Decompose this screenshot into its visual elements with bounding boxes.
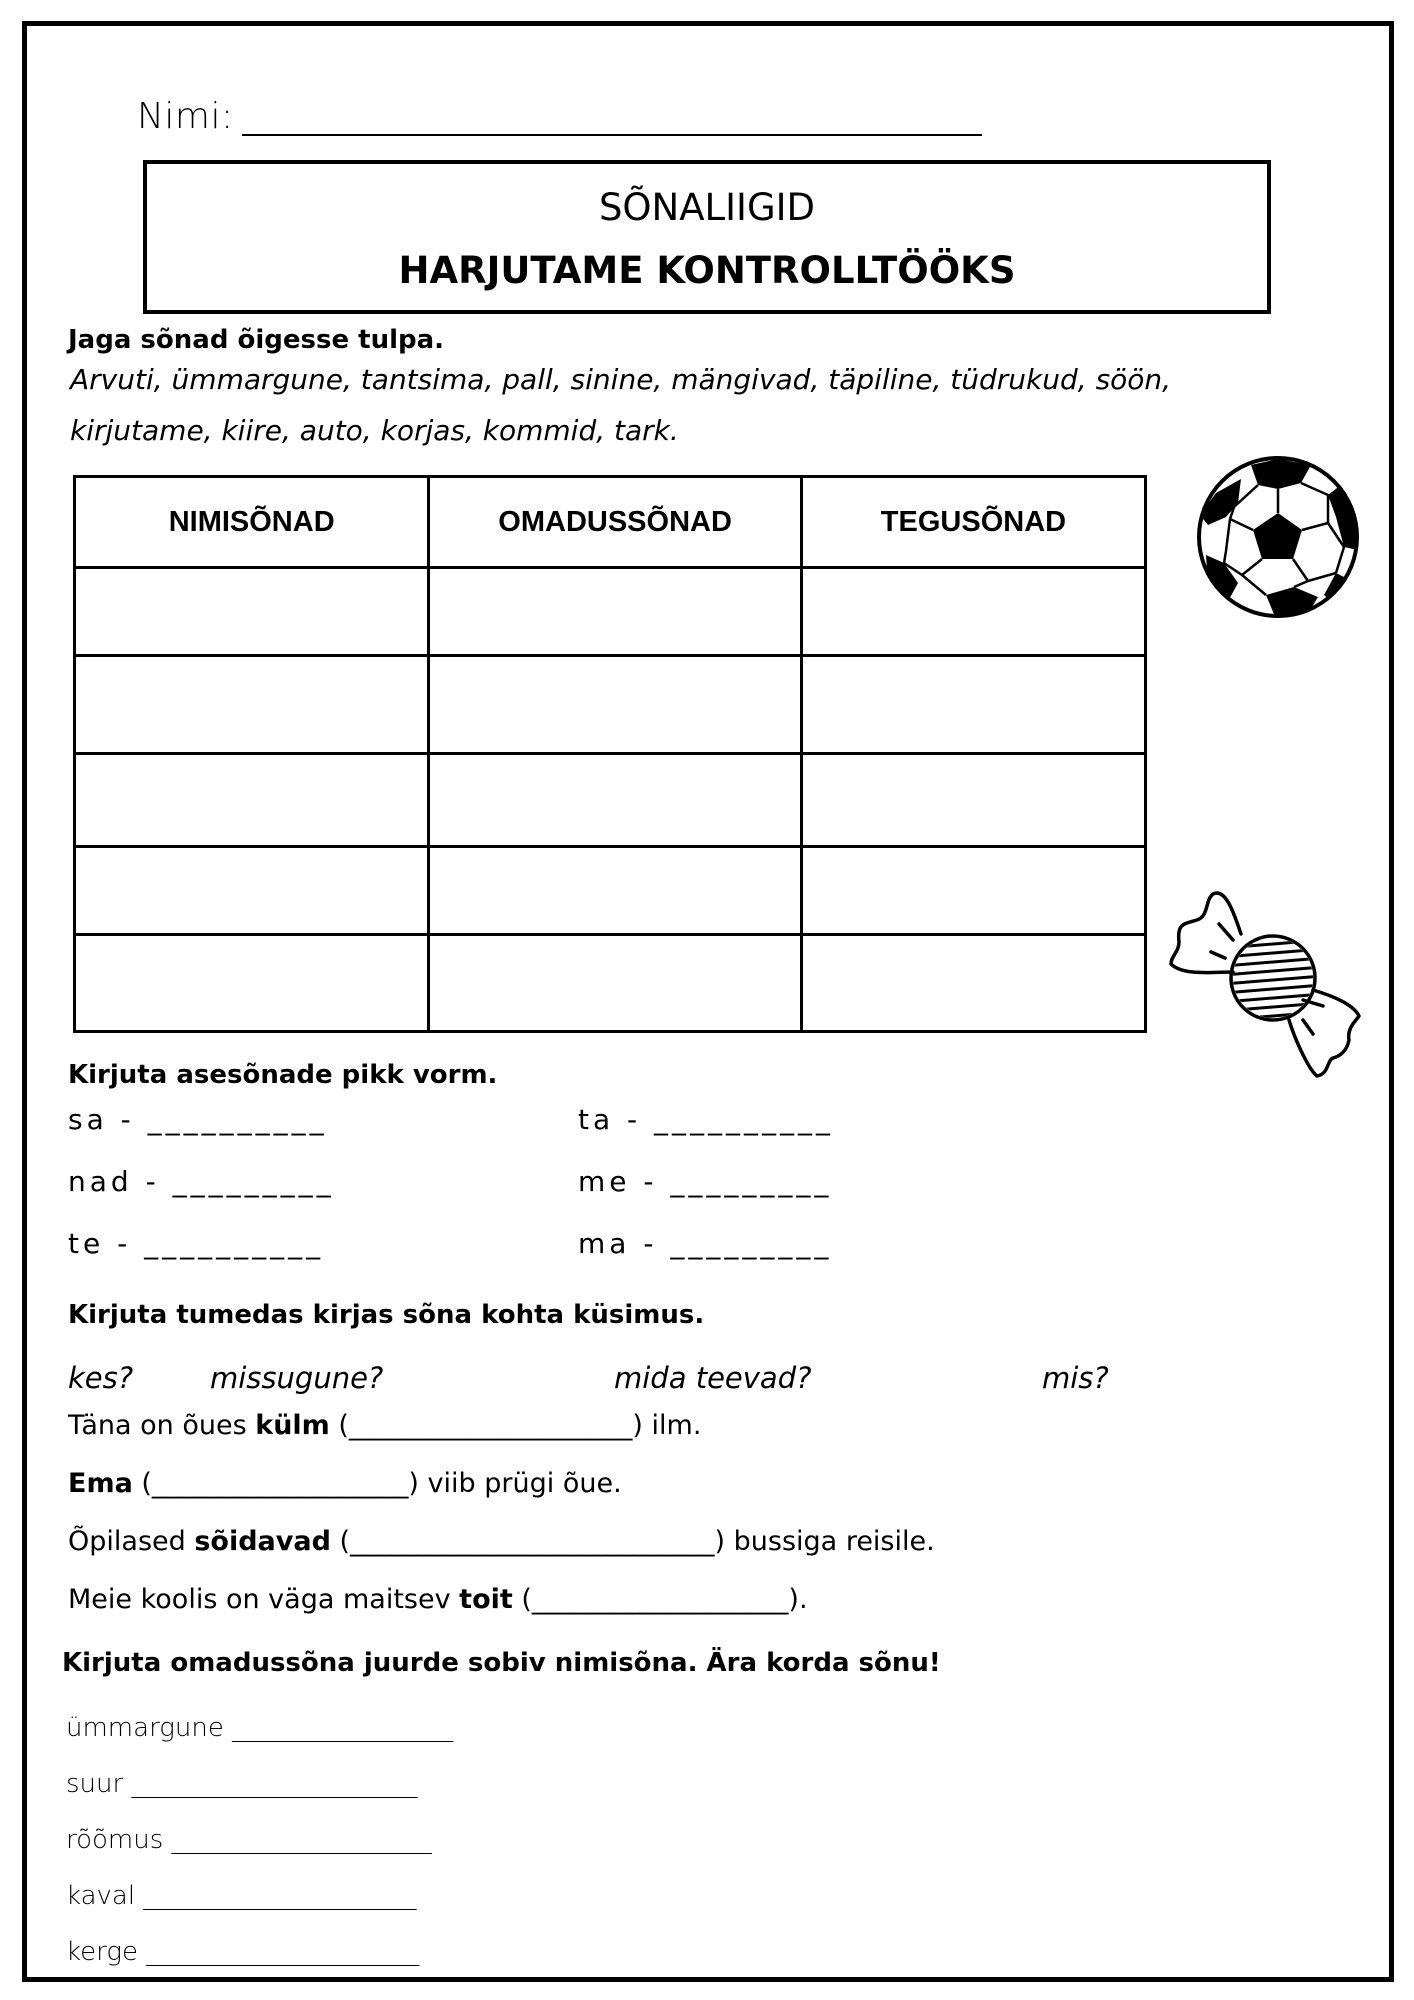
pronoun-label: ma - [578, 1227, 658, 1260]
soccer-ball-icon [1196, 455, 1360, 619]
sentence-text: . [798, 1584, 808, 1615]
sentence-text: Õpilased [68, 1526, 195, 1557]
adjective-blank[interactable]: _____________________ [143, 1881, 417, 1911]
pronoun-blank[interactable]: _________ [670, 1227, 833, 1260]
table-cell[interactable] [429, 655, 802, 753]
adjective-blank[interactable]: _____________________ [146, 1937, 420, 1967]
table-cell[interactable] [429, 753, 802, 847]
table-cell[interactable] [75, 655, 429, 753]
table-cell[interactable] [75, 847, 429, 935]
adjective-label: kerge [66, 1937, 138, 1967]
section2-heading: Kirjuta asesõnade pikk vorm. [68, 1060, 498, 1090]
pronoun-blank[interactable]: __________ [654, 1103, 835, 1136]
title-subtitle: HARJUTAME KONTROLLTÖÖKS [398, 249, 1016, 292]
pronoun-label: nad - [68, 1165, 160, 1198]
table-cell[interactable] [801, 753, 1145, 847]
pronoun-blank[interactable]: __________ [144, 1227, 325, 1260]
sentence-text: viib prügi õue. [418, 1468, 622, 1499]
table-cell[interactable] [75, 935, 429, 1032]
column-header-adjectives: OMADUSSÕNAD [429, 477, 802, 568]
table-header-row [75, 477, 1146, 568]
pronoun-label: te - [68, 1227, 132, 1260]
table-row [75, 935, 1146, 1032]
title-topic: SÕNALIIGID [598, 186, 816, 229]
sentence-text: bussiga reisile. [725, 1526, 935, 1557]
adjective-blank[interactable]: ______________________ [131, 1769, 418, 1799]
table-cell[interactable] [75, 753, 429, 847]
adjective-item [66, 1936, 419, 1968]
pronoun-label: me - [578, 1165, 658, 1198]
candy-icon [1163, 880, 1373, 1080]
section1-heading: Jaga sõnad õigesse tulpa. [68, 325, 445, 355]
sentence-item [68, 1408, 701, 1444]
table-cell[interactable] [801, 568, 1145, 656]
pronoun-blank[interactable]: __________ [147, 1103, 328, 1136]
question-word: missugune? [210, 1361, 384, 1395]
table-cell[interactable] [801, 655, 1145, 753]
adjective-label: kaval [66, 1881, 136, 1911]
adjective-item [66, 1768, 417, 1800]
sentence-text: ilm. [642, 1410, 702, 1441]
sentence-blank[interactable]: (___________________________) [330, 1526, 726, 1557]
table-row [75, 847, 1146, 935]
table-cell[interactable] [429, 935, 802, 1032]
pronoun-item [578, 1226, 832, 1262]
adjective-blank[interactable]: _________________ [232, 1713, 454, 1743]
table-row [75, 753, 1146, 847]
pronoun-label: sa - [68, 1103, 135, 1136]
sentence-blank[interactable]: (_____________________) [329, 1410, 643, 1441]
adjective-item [66, 1712, 453, 1744]
word-list-line-2: kirjutame, kiire, auto, korjas, kommid, tark. [70, 414, 679, 447]
table-cell[interactable] [429, 568, 802, 656]
sentence-text: Täna on õues [68, 1410, 256, 1441]
section4-heading: Kirjuta omadussõna juurde sobiv nimisõna. Ära korda sõnu! [62, 1648, 941, 1678]
question-word: mida teevad? [614, 1361, 812, 1395]
adjective-label: rõõmus [66, 1825, 164, 1855]
sentence-item [68, 1582, 808, 1618]
adjective-label: ümmargune [66, 1713, 224, 1743]
question-word: mis? [1042, 1361, 1109, 1395]
word-list-line-1: Arvuti, ümmargune, tantsima, pall, sinine, mängivad, täpiline, tüdrukud, söön, [70, 363, 1172, 396]
pronoun-item [68, 1102, 328, 1138]
sentence-item [68, 1524, 935, 1560]
adjective-item [66, 1824, 432, 1856]
sentence-blank[interactable]: (___________________) [132, 1468, 419, 1499]
column-header-verbs: TEGUSÕNAD [801, 477, 1145, 568]
pronoun-item [68, 1226, 324, 1262]
sentence-text: Meie koolis on väga maitsev [68, 1584, 460, 1615]
pronoun-label: ta - [578, 1103, 642, 1136]
pronoun-item [578, 1102, 834, 1138]
sentence-item [68, 1466, 622, 1502]
sentence-bold-word: sõidavad [194, 1526, 331, 1557]
table-cell[interactable] [429, 847, 802, 935]
sentence-bold-word: külm [255, 1410, 330, 1441]
table-cell[interactable] [75, 568, 429, 656]
pronoun-blank[interactable]: _________ [172, 1165, 335, 1198]
pronoun-blank[interactable]: _________ [670, 1165, 833, 1198]
table-row [75, 655, 1146, 753]
table-row [75, 568, 1146, 656]
adjective-blank[interactable]: ____________________ [171, 1825, 432, 1855]
sentence-bold-word: Ema [68, 1468, 133, 1499]
sentence-bold-word: toit [459, 1584, 513, 1615]
name-label: Nimi: [137, 96, 234, 137]
column-header-nouns: NIMISÕNAD [75, 477, 429, 568]
sentence-blank[interactable]: (___________________) [512, 1584, 799, 1615]
adjective-item [66, 1880, 416, 1912]
table-cell[interactable] [801, 935, 1145, 1032]
pronoun-item [578, 1164, 832, 1200]
adjective-label: suur [66, 1769, 124, 1799]
table-cell[interactable] [801, 847, 1145, 935]
section3-heading: Kirjuta tumedas kirjas sõna kohta küsimus. [68, 1300, 705, 1330]
word-sort-table [73, 475, 1147, 1033]
pronoun-item [68, 1164, 335, 1200]
title-box [143, 160, 1271, 314]
name-input-line[interactable] [242, 134, 982, 136]
question-word: kes? [68, 1361, 134, 1395]
